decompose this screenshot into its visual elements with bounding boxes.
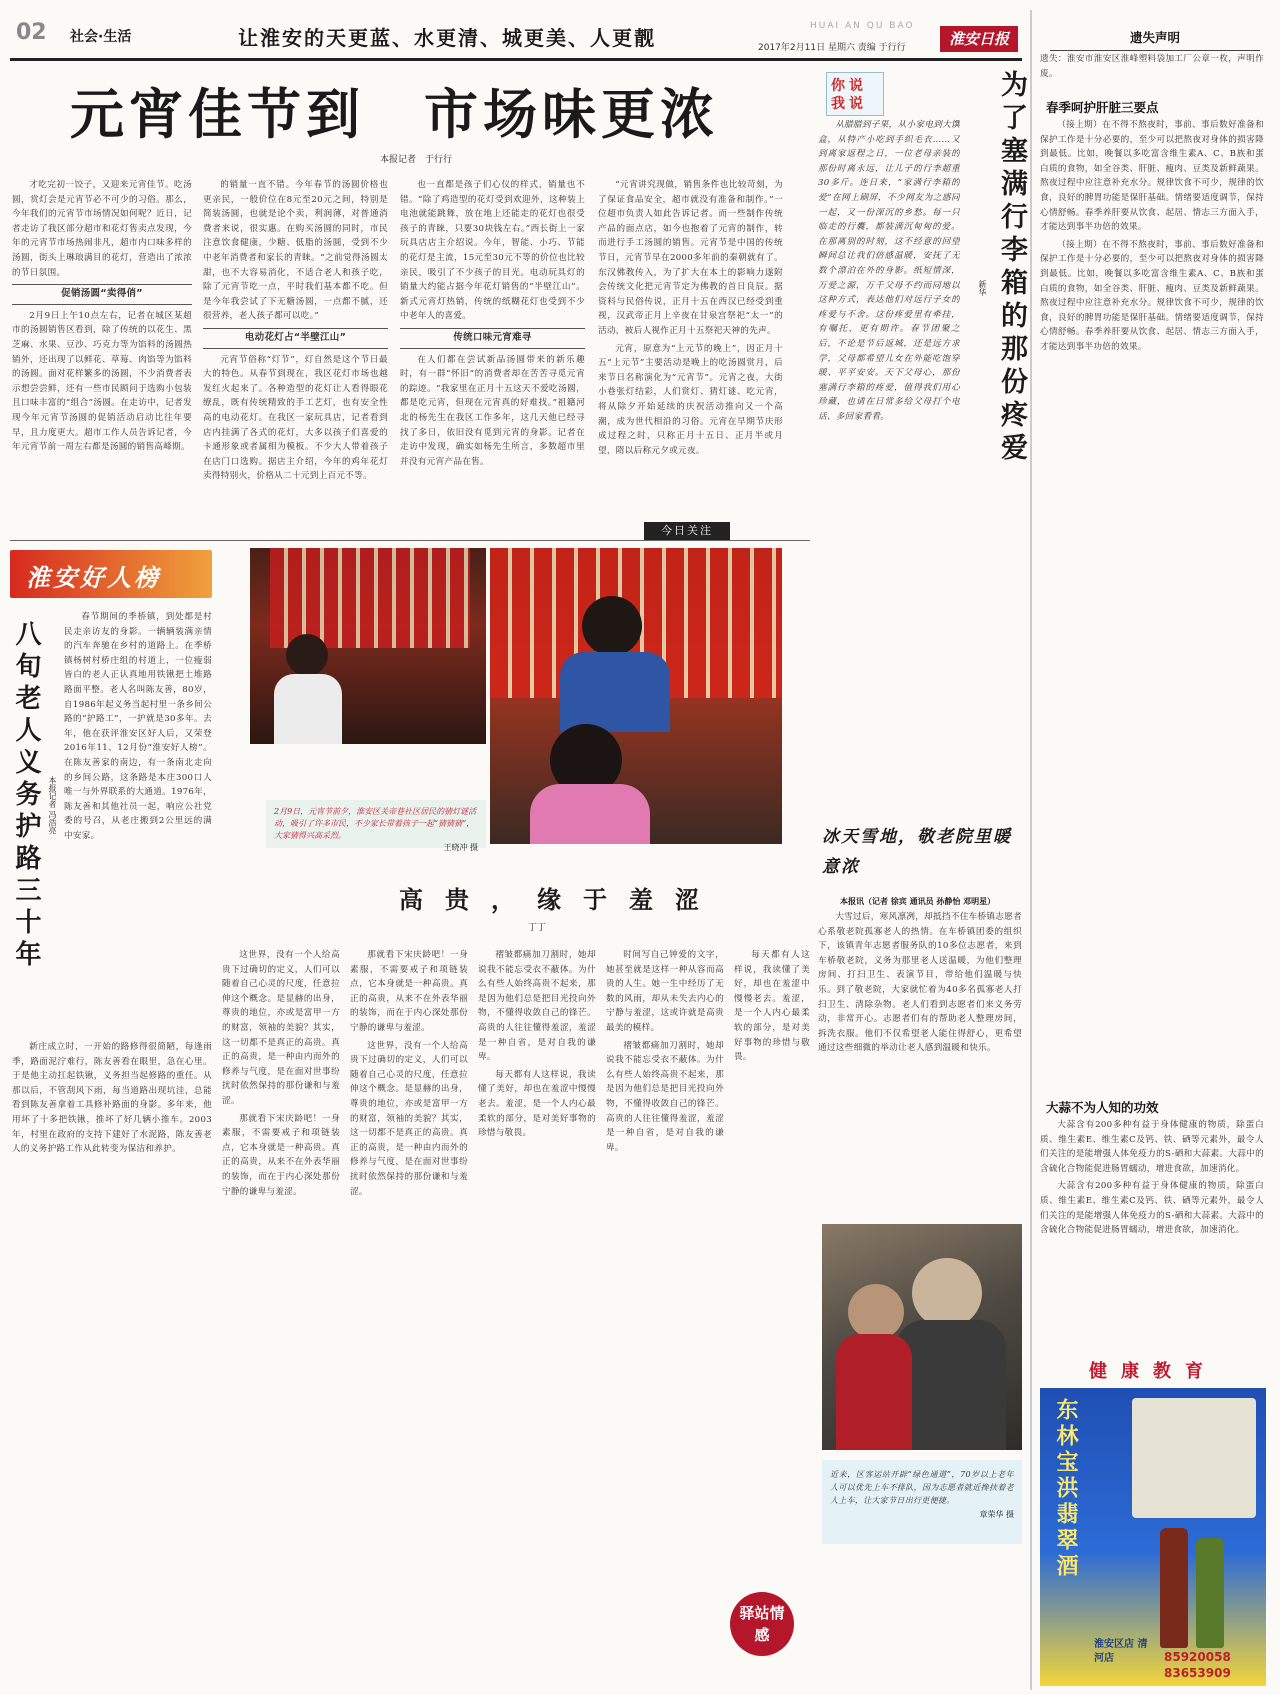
lantern-photo-left: [250, 548, 486, 744]
letter-paragraph: 从腊腊到子果，从小家电到大馔盒，从特产小吃到手织毛衣……又到离家返程之日，一位老母亲装的那份时离永远，让儿子的行李超重30多斤。连日来，“家满行李箱的爱”在网上刷屏，不少网友为之感同一起，又一份深沉的乡愁。每一只临走的行囊，都装满沉甸甸的爱。在那离别的时刻，这不经意的回望瞬间总让我们倍感温暖，安抚了无数个漂泊在外的身影。纸短情深，万爱之源，万千父母不约而同地以这种方式，表达他们对远行子女的疼爱与不舍。这份疼爱里有牵挂，有嘱托，更有期许。春节团聚之后，不论是节后返城，还是远方求学，父母都希望儿女在外能吃饱穿暖、平平安安。天下父母心，那份塞满行李箱的疼爱，值得我们用心珍藏，也请在日常多给父母打个电话、多回家看看。: [818, 120, 960, 422]
essay-paragraph: 那就看下宋庆龄吧！一身素服，不需要戒子和项链装点，它本身就是一种高贵。真正的高贵，从来不在外表华丽的装饰，而在于内心深处那份宁静的谦卑与羞涩。: [222, 1113, 340, 1197]
eldercare-photo: [822, 1224, 1022, 1450]
elder-figure: [912, 1258, 982, 1328]
liver-care-title: 春季呵护肝脏三要点: [1046, 100, 1159, 115]
ad-bottle-2: [1196, 1538, 1224, 1648]
good-person-banner-text: 淮安好人榜: [26, 563, 161, 592]
boy-figure-body: [560, 652, 670, 732]
header-slogan: 让淮安的天更蓝、水更清、城更美、人更靓: [238, 26, 656, 50]
wine-advertisement: [1040, 1388, 1266, 1686]
volunteer-sash: [836, 1334, 912, 1450]
liver-care-paragraph: （接上期）在不得不熬夜时，事前、事后数好准备和保护工作是十分必要的，至少可以把熬夜对身体的损害降到最低。比如，晚餐以多吃富含维生素A、C、B族和蛋白质的食物，如全谷类、肝脏、瘦肉、豆类及新鲜蔬果。熬夜过程中应注意补充水分。规律饮食不可少，规律的饮食，良好的脾胃功能是保肝基础。情绪要适度调节，保持心情舒畅。春季养肝要从饮食、起居、情志三方面入手，才能达到事半功倍的效果。: [1040, 239, 1264, 352]
good-person-paragraph: 新庄成立时，一开始的路修得很简陋，每逢雨季，路面泥泞难行，陈友善看在眼里，急在心里。于是他主动扛起铁锹，义务担当起修路的重任。从那以后，不管刮风下雨，每当道路出现坑洼，总能看到陈友善拿着工具修补路面的身影。多年来，他用坏了十多把铁锹，推坏了好几辆小推车。2003年，村里在政府的支持下建好了水泥路，陈友善老人的义务护路工作从此转变为保洁和养护。: [12, 1042, 212, 1155]
page-number: 02: [16, 20, 47, 45]
essay-paragraph: 那就看下宋庆龄吧！一身素服，不需要戒子和项链装点，它本身就是一种高贵。真正的高贵，从来不在外表华丽的装饰，而在于内心深处那份宁静的谦卑与羞涩。: [350, 950, 468, 1033]
lead-paragraph: 的销量一直不错。今年春节的汤圆价格也更亲民，一般价位在8元至20元之间，特别是简装汤圆，也就是论个卖，利润薄，对普通消费者来说，很实惠。在购买汤圆的同时，市民注意饮食健康，少糖、低脂的汤圆，受到不少中老年消费者和家长的青睐。“之前觉得汤圆太甜，也不大容易消化，不适合老人和孩子吃，除了元宵节吃一点，平时我们基本都不吃。但是今年我尝试了下无糖汤圆，一点都不腻，还很营养，老人孩子都可以吃。”: [203, 180, 388, 322]
essay-paragraph: 这世界，没有一个人给高贵下过确切的定义，人们可以随着自己心灵的尺度，任意拉伸这个概念。是显赫的出身，尊贵的地位，亦或是富甲一方的财富，领袖的美貌？其实，这一切都不是真正的高贵。真正的高贵，是一种由内而外的修养与气度，是在面对世事纷扰时依然保持的那份谦和与羞涩。: [222, 950, 340, 1106]
lead-headline: 元宵佳节到 市场味更浓: [70, 83, 719, 146]
lantern-strip: [270, 548, 470, 648]
good-person-banner: [10, 550, 212, 598]
bus-caption-credit: 章荣华 摄: [979, 1510, 1014, 1519]
essay-col-2: [350, 948, 468, 1688]
girl-figure-body: [274, 674, 342, 744]
lost-notice-title: 遗失声明: [1050, 28, 1260, 51]
lantern-caption: [266, 800, 486, 852]
lead-paragraph: 元宵节俗称“灯节”，灯自然是这个节日最大的特色。从春节到现在，我区花灯市场也越发红火起来了。各种造型的花灯让人看得眼花缭乱，既有传统精致的手工艺灯，也有安全性高的电动花灯。在我区一家玩具店，记者看到店内挂满了各式的花灯，大多以孩子们喜爱的卡通形象或者属相为模板。不少大人带着孩子在店门口选购。据店主介绍，今年的鸡年花灯卖得特别火，价格从二十元到上百元不等。: [203, 354, 388, 482]
ad-phone-1: 85920058: [1164, 1650, 1231, 1664]
essay-paragraph: 这世界，没有一个人给高贵下过确切的定义，人们可以随着自己心灵的尺度，任意拉伸这个概念。是显赫的出身，尊贵的地位，亦或是富甲一方的财富，领袖的美貌？其实，这一切都不是真正的高贵。真正的高贵，是一种由内而外的修养与气度，是在面对世事纷扰时依然保持的那份谦和与羞涩。: [350, 1040, 468, 1197]
page-header: [10, 18, 1022, 60]
garlic-paragraph: 大蒜含有200多种有益于身体健康的物质，除蛋白质、维生素E、维生素C及钙、铁、硒等元素外，最令人们关注的是能增强人体免疫力的S-硒和大蒜素。大蒜中的含硫化合物能促进肠胃蠕动，增进食欲，加速消化。: [1040, 1120, 1264, 1174]
right-sidebar-border: [1030, 10, 1032, 1690]
lantern-caption-credit: 王晓冲 摄: [443, 843, 478, 852]
lead-subhead-2: 电动花灯占“半壁江山”: [203, 328, 388, 349]
lead-column-2: [203, 178, 388, 538]
eldercare-body: [818, 910, 1022, 1208]
girl-figure: [286, 634, 328, 676]
paper-logo-text: 淮安日报: [948, 30, 1009, 48]
health-education-banner: 健康教育: [1089, 1361, 1217, 1382]
lead-paragraph: 也一直都是孩子们心仪的样式，销量也不错。“除了鸡造型的花灯受到欢迎外，这种装上电池就能跳舞，放在地上还能走的花灯也很受孩子的青睐，只要30块钱左右。”西长街上一家玩具店店主介绍说。今年，智能、小巧、节能的花灯是主流，15元至30元不等的价位也比较亲民，吸引了不少孩子的目光。电动玩具灯的销量大约能占据今年花灯销售的“半壁江山”。新式元宵灯热销，传统的纸糊花灯也受到不少中老年人的喜爱。: [400, 180, 585, 322]
lead-column-4: [598, 178, 783, 490]
essay-paragraph: 褶皱都痛加刀割时，她却说我不能忘受衣不蔽体。为什么有些人始终高贵不起来，那是因为他们总是把目光投向外物，不懂得收敛自己的锋芒。高贵的人往往懂得羞涩，羞涩是一种自省，是对自我的谦卑。: [478, 950, 596, 1063]
essay-col-5: [734, 948, 810, 1528]
lead-subhead-1: 促销汤圆“卖得俏”: [12, 284, 192, 305]
essay-col-4: [606, 948, 724, 1688]
essay-paragraph: 每天都有人这样说，我读懂了美好，却也在羞涩中慢慢老去。羞涩，是一个人内心最柔软的部分，是对美好事物的珍惜与敬畏。: [478, 1069, 596, 1139]
boy-figure: [582, 596, 642, 656]
emotion-station-text: 驿站情感: [739, 1604, 785, 1644]
essay-col-1: [222, 948, 340, 1688]
ad-bottle: [1160, 1528, 1188, 1648]
good-person-title: 八旬老人义务护路三十年: [11, 620, 41, 972]
ad-location: 淮安区店 清河店: [1094, 1639, 1148, 1664]
garlic-paragraph: 大蒜含有200多种有益于身体健康的物质，除蛋白质、维生素E、维生素C及钙、铁、硒等元素外，最令人们关注的是能增强人体免疫力的S-硒和大蒜素。大蒜中的含硫化合物能促进肠胃蠕动，增进食欲，加速消化。: [1040, 1181, 1264, 1236]
essay-author: 丁丁: [528, 923, 547, 933]
eldercare-byline: 本报讯（记者 徐宾 通讯员 孙静怡 邓明星）: [840, 897, 996, 906]
eldercare-paragraph: 大雪过后，寒风凛冽，却抵挡不住车桥镇志愿者心系敬老院孤寡老人的热情。在车桥镇团委的组织下，该镇青年志愿者服务队的10多位志愿者，来到车桥敬老院，义务为那里老人送温暖，为他们整理房间、打扫卫生、表演节目，带给他们温暖与快乐。到了敬老院，大家就忙着为40多名孤寡老人打扫卫生、清除杂物。老人们看到志愿者们来义务劳动，非常开心。志愿者们有的帮助老人整理房间，拆洗衣服。他们不仅希望老人能住得舒心，更希望通过这些细微的举动让老人感到温暖和快乐。: [818, 912, 1022, 1054]
header-rule: [10, 58, 1022, 61]
emotion-station-stamp: [730, 1592, 794, 1656]
bus-caption-text: 近来，区客运站开辟“绿色通道”，70岁以上老年人可以优先上车不排队，因为志愿者就近搀扶着老人上车，让大家节日出行更便捷。: [830, 1470, 1014, 1505]
header-pinyin: HUAI AN QU BAO: [810, 21, 915, 31]
eldercare-headline: 冰天雪地，敬老院里暖意浓: [822, 827, 1012, 877]
essay-col-3: [478, 948, 596, 1688]
lead-bottom-rule: [10, 540, 810, 541]
good-person-col-2: [12, 1040, 212, 1688]
paper-logo: [940, 26, 1018, 52]
letter-title: 为了塞满行李箱的那份疼爱: [996, 70, 1027, 466]
lead-paragraph: 在人们都在尝试新品汤圆带来的新乐趣时，有一群“怀旧”的消费者却在苦苦寻觅元宵的踪迹。“我家里在正月十五这天不爱吃汤圆，都是吃元宵，但现在元宵真的好难找。”祖籍河北的杨先生在我区工作多年，这几天他已经寻找了多日，依旧没有觅到元宵的身影。记者在走访中发现，确实如杨先生所言，多数超市里并没有元宵产品在售。: [400, 354, 585, 467]
liver-care-text: [1040, 118, 1264, 1070]
lead-paragraph: “元宵讲究现做，销售条件也比较苛刻，为了保证食品安全，超市就没有准备和制作。”一位超市负责人如此告诉记者。而一些制作传统产品的面点店，如今也抱着了元宵的制作，转而进行手工汤圆的销售。元宵节是中国的传统节日，元宵节早在2000多年前的秦朝就有了。东汉佛教传入，为了扩大在本土的影响力遂附会传统文化把元宵节定为佛教的首日良辰。据资料与民俗传说，正月十五在西汉已经受到重视，汉武帝正月上辛夜在甘泉宫祭祀“太一”的活动，被后人视作正月十五祭祀天神的先声。: [598, 180, 783, 336]
lantern-caption-text: 2月9日，元宵节前夕，淮安区关帝巷社区居民的猜灯谜活动，吸引了许多市民，不少家长带着孩子一起“猜猜猜”，大家猜得兴高采烈。: [274, 807, 477, 840]
lead-paragraph: 才吃完初一饺子，又迎来元宵佳节。吃汤圆，赏灯会是元宵节必不可少的习俗。那么，今年我们的元宵节市场情况如何呢？近日，记者走访了我区部分超市和花灯售卖点发现，今年的元宵节市场热闹非凡，超市内口味多样的汤圆，街头上琳琅满目的花灯，营造出了浓浓的节日氛围。: [12, 180, 192, 278]
section-name: 社会·生活: [70, 29, 132, 45]
essay-paragraph: 褶皱都痛加刀割时，她却说我不能忘受衣不蔽体。为什么有些人始终高贵不起来，那是因为他们总是把目光投向外物，不懂得收敛自己的锋芒。高贵的人往往懂得羞涩，羞涩是一种自省，是对自我的谦卑。: [606, 1040, 724, 1153]
elder-figure-body: [896, 1320, 1006, 1450]
essay-paragraph: 时间写自己钟爱的文字，她甚至就是这样一种从容而高贵的人生。她一生中经历了无数的风雨，却从未失去内心的宁静与羞涩，这或许就是高贵最美的模样。: [606, 950, 724, 1033]
ad-headline: 东林宝洪翡翠酒: [1053, 1398, 1078, 1580]
lead-paragraph: 2月9日上午10点左右，记者在城区某超市的汤圆销售区看到，除了传统的以花生、黑芝麻、水果、豆沙、巧克力等为馅料的汤圆热销外，还出现了以鲜花、草莓、肉馅等为馅料的汤圆。面对花样繁多的汤圆，不少消费者表示想尝尝鲜，还有一些市民顾问于选购小包装且口味丰富的“组合”汤圆。在走访中，记者发现今年元宵节汤圆的促销活动启动比往年要早，且力度更大。超市工作人员告诉记者，今年元宵节前一周左右都是汤圆的销售高峰期。: [12, 310, 192, 453]
volunteer-figure: [848, 1284, 904, 1340]
good-person-paragraph: 春节期间的季桥镇，到处都是村民走亲访友的身影。一辆辆装满亲情的汽车奔驰在乡村的道路上。在季桥镇杨树村桥庄组的村道上，一位瘦弱皆白的老人正认真地用铁锹把土堆路路面平整。老人名叫陈友善，80岁，自1986年起义务当起村里一条乡间公路的“护路工”，一护就是30多年。去年，他在获评淮安区好人后，又荣登2016年11、12月份“淮安好人榜”。在陈友善家的南边，有一条南北走向的乡间公路，这条路是本庄300口人唯一与外界联系的大通道。1976年，陈友善和其他社员一起，响应公社党委的号召，从老庄搬到2公里远的满中安家。: [64, 612, 212, 841]
lead-column-1: [12, 178, 192, 538]
focus-badge: 今日关注: [644, 522, 730, 540]
lost-notice-text: 遗失：淮安市淮安区淮峰塑料袋加工厂公章一枚，声明作废。: [1040, 54, 1264, 79]
good-person-byline: 本报记者 冯浩亮: [48, 776, 57, 835]
good-person-col-1: [64, 610, 212, 1030]
header-date: 2017年2月11日 星期六 责编 于行行: [758, 43, 906, 53]
letter-tag-text: 你说我说: [831, 78, 867, 112]
letter-body: [818, 72, 960, 772]
lead-paragraph: 元宵，原意为“上元节的晚上”，因正月十五“上元节”主要活动是晚上的吃汤圆赏月，后来节日名称演化为“元宵节”。元宵之夜，大街小巷张灯结彩，人们赏灯、猜灯谜、吃元宵，将从除夕开始延续的庆祝活动推向又一个高潮，成为世代相沿的习俗。元宵在早期节庆形成过程之时，只称正月十五日、正月半或月望，隋以后称元夕或元夜。: [598, 343, 783, 456]
lead-column-3: [400, 178, 585, 538]
ad-phone-2: 83653909: [1164, 1666, 1231, 1680]
child-figure-body: [530, 784, 650, 844]
liver-care-paragraph: （接上期）在不得不熬夜时，事前、事后数好准备和保护工作是十分必要的，至少可以把熬夜对身体的损害降到最低。比如，晚餐以多吃富含维生素A、C、B族和蛋白质的食物，如全谷类、肝脏、瘦肉、豆类及新鲜蔬果。熬夜过程中应注意补充水分。规律饮食不可少，规律的饮食，良好的脾胃功能是保肝基础。情绪要适度调节，保持心情舒畅。春季养肝要从饮食、起居、情志三方面入手，才能达到事半功倍的效果。: [1040, 120, 1264, 233]
bus-caption: [822, 1460, 1022, 1544]
lead-byline: 本报记者 于行行: [380, 155, 453, 165]
ad-emblem: [1132, 1398, 1256, 1518]
lantern-photo-right: [490, 548, 782, 844]
lead-subhead-3: 传统口味元宵难寻: [400, 328, 585, 349]
garlic-title: 大蒜不为人知的功效: [1046, 1100, 1159, 1115]
essay-paragraph: 每天都有人这样说，我读懂了美好，却也在羞涩中慢慢老去。羞涩，是一个人内心最柔软的部分，是对美好事物的珍惜与敬畏。: [734, 950, 810, 1063]
garlic-text: [1040, 1118, 1264, 1348]
letter-author: 新华: [978, 280, 987, 296]
essay-title: 高贵，缘于羞涩: [399, 886, 721, 914]
